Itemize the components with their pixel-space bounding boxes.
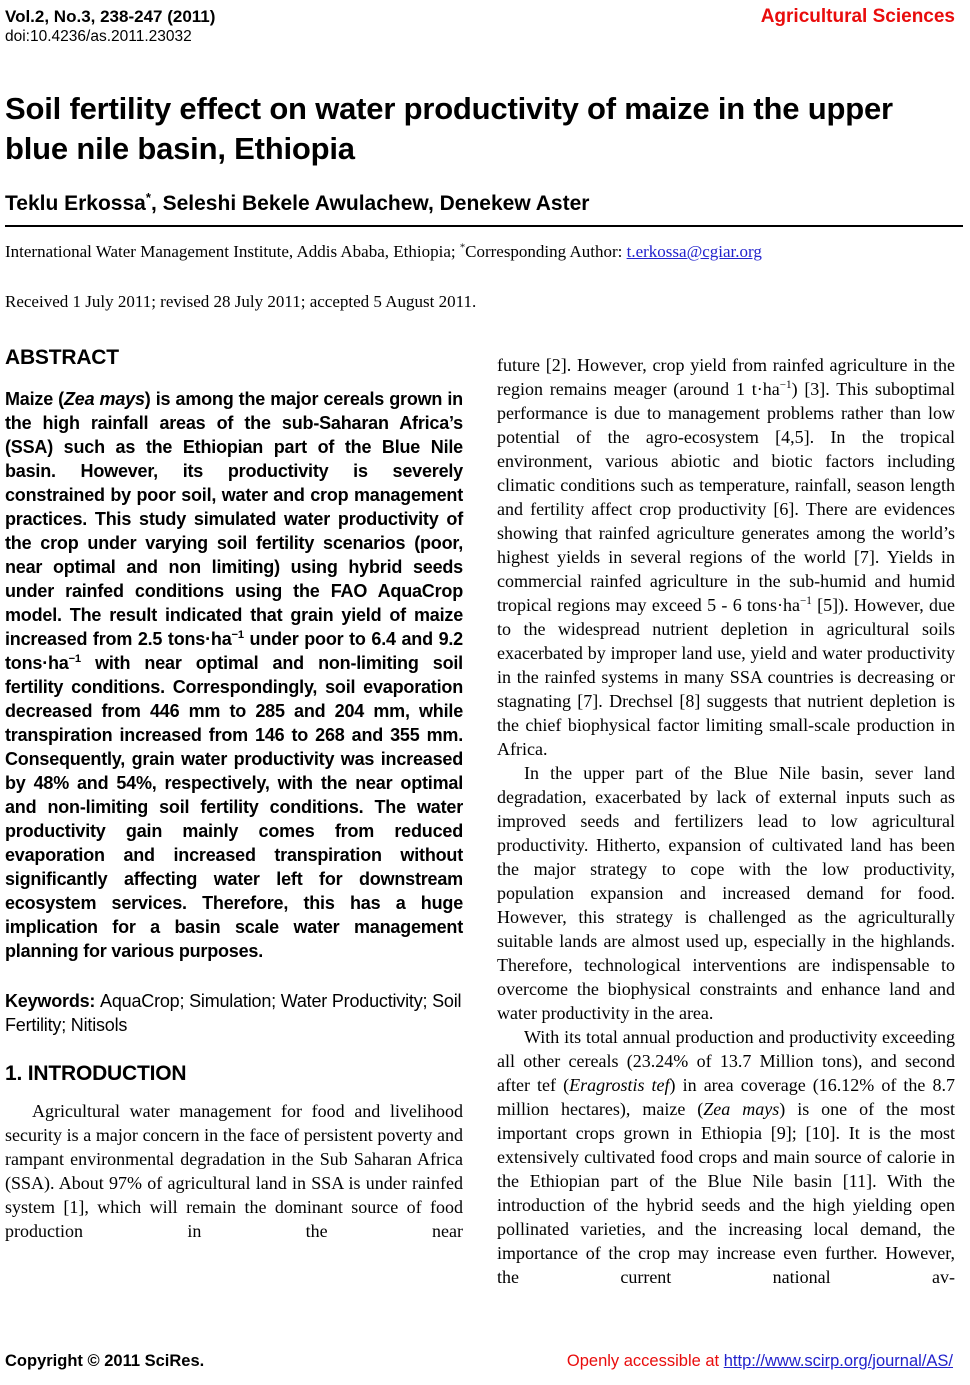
- corresponding-author-label: Corresponding Author:: [465, 242, 627, 261]
- affiliation-asterisk: *: [459, 242, 466, 254]
- received-line: Received 1 July 2011; revised 28 July 2011; accepted 5 August 2011.: [5, 292, 477, 311]
- page-header: [5, 6, 955, 47]
- abstract-text: Maize (Zea mays) is among the major cereals grown in the high rainfall areas of the sub-Saharan Africa’s (SSA) such as the Ethiopian part of the Blue Nile basin. However, its productivity is severely constrained by poor soil, water and crop management practices. This study simulated water productivity of the crop under varying soil fertility scenarios (poor, near optimal and non limiting) using hybrid seeds under rainfed conditions using the FAO AquaCrop model. The result indicated that grain yield of maize increased from 2.5 $tons\cdot ha^{-1}$ under poor to 6.4 and 9.2 $tons\cdot ha^{-1}$ with near optimal and non-limiting soil fertility conditions. Correspondingly, soil evaporation decreased from 446 mm to 285 and 204 mm, while transpiration increased from 146 to 268 and 355 mm. Consequently, grain water productivity was increased by 48% and 54%, respectively, with the near optimal and non-limiting soil fertility conditions. The water productivity gain mainly comes from reduced evaporation and increased transpiration without significantly affecting water left for downstream ecosystem services. Therefore, this has a huge implication for a basin scale water management planning for various purposes.: [5, 389, 463, 961]
- access-note: [567, 1352, 953, 1371]
- keywords-label: Keywords:: [5, 991, 101, 1011]
- journal-name: Agricultural Sciences: [760, 6, 955, 27]
- right-column: [497, 345, 955, 1289]
- intro-paragraph-continued: future [2]. However, crop yield from rainfed agriculture in the region remains meager (around 1 $t\cdot ha^{-1}$) [3]. This suboptimal performance is due to management problems rather than low potential of the agro-ecosystem [4,5]. In the tropical environment, various abiotic and biotic factors including climatic conditions such as temperature, rainfall, season length and fertility affect crop productivity [6]. There are evidences showing that rainfed agriculture generates among the world’s highest yields in several regions of the world [7]. Yields in commercial rainfed agriculture in the sub-humid and humid tropical regions may exceed 5 - 6 $tons\cdot ha^{-1}$ [5]). However, due to the widespread nutrient depletion in agricultural soils exacerbated by improper land use, yield and water productivity in the rainfed systems in many SSA countries is decreasing or stagnating [7]. Drechsel [8] suggests that nutrient depletion is the chief biophysical factor limiting small-scale production in Africa.: [497, 355, 955, 759]
- issue-info-block: [5, 6, 215, 47]
- author-names-rest: , Seleshi Bekele Awulachew, Denekew Aster: [150, 192, 590, 215]
- doi-line: doi:10.4236/as.2011.23032: [5, 28, 192, 45]
- journal-url-link[interactable]: http://www.scirp.org/journal/AS/: [723, 1352, 953, 1370]
- article-title: Soil fertility effect on water productivity of maize in the upper blue nile basin, Ethiopia: [5, 91, 893, 166]
- two-column-body: [5, 345, 955, 1289]
- authors-line: [5, 191, 955, 217]
- intro-paragraph-3: With its total annual production and productivity exceeding all other cereals (23.24% of 13.7 Million tons), and second after tef (Eragrostis tef) in area coverage (16.12% of the 8.7 million hectares), maize (Zea mays) is one of the most important crops grown in Ethiopia [9]; [10]. It is the most extensively cultivated food crops and main source of calorie in the Ethiopian part of the Blue Nile basin [11]. With the introduction of the hybrid seeds and the high yielding open pollinated varieties, and the increasing local demand, the importance of the crop may increase even further. However, the current national av-: [497, 1027, 956, 1287]
- header-divider: [5, 225, 963, 227]
- keywords-value: AquaCrop; Simulation; Water Productivity; Soil Fertility; Nitisols: [5, 991, 462, 1035]
- corresponding-author-mark: *: [145, 190, 151, 205]
- keywords-line: [5, 989, 463, 1037]
- corresponding-email-link[interactable]: t.erkossa@cgiar.org: [626, 242, 762, 261]
- left-column: [5, 345, 463, 1289]
- intro-paragraph-2: In the upper part of the Blue Nile basin, sever land degradation, exacerbated by lack of external inputs such as improved seeds and fertilizers lead to low agricultural productivity. Hitherto, expansion of cultivated land has been the major strategy to cope with the low productivity, population expansion and increased demand for food. However, this strategy is challenged as the agriculturally suitable lands are almost used up, especially in the highlands. Therefore, technological interventions are indispensable to overcome the biophysical constraints and enhance land and water productivity in the area.: [497, 763, 955, 1023]
- introduction-heading: 1. INTRODUCTION: [5, 1062, 187, 1085]
- abstract-heading: ABSTRACT: [5, 346, 119, 369]
- author-name-first: Teklu Erkossa: [5, 192, 146, 215]
- volume-info: Vol.2, No.3, 238-247 (2011): [5, 7, 216, 26]
- affiliation-line: [5, 241, 955, 263]
- affiliation-text: International Water Management Institute, Addis Ababa, Ethiopia;: [5, 242, 460, 261]
- intro-paragraph-left: Agricultural water management for food and livelihood security is a major concern in the face of persistent poverty and rampant environmental degradation in the Sub Saharan Africa (SSA). About 97% of agricultural land in SSA is under rainfed system [1], which will remain the dominant source of food production in the near: [5, 1101, 463, 1241]
- copyright-text: Copyright © 2011 SciRes.: [5, 1352, 205, 1370]
- page-footer: [5, 1352, 953, 1371]
- access-text: Openly accessible at: [566, 1352, 724, 1370]
